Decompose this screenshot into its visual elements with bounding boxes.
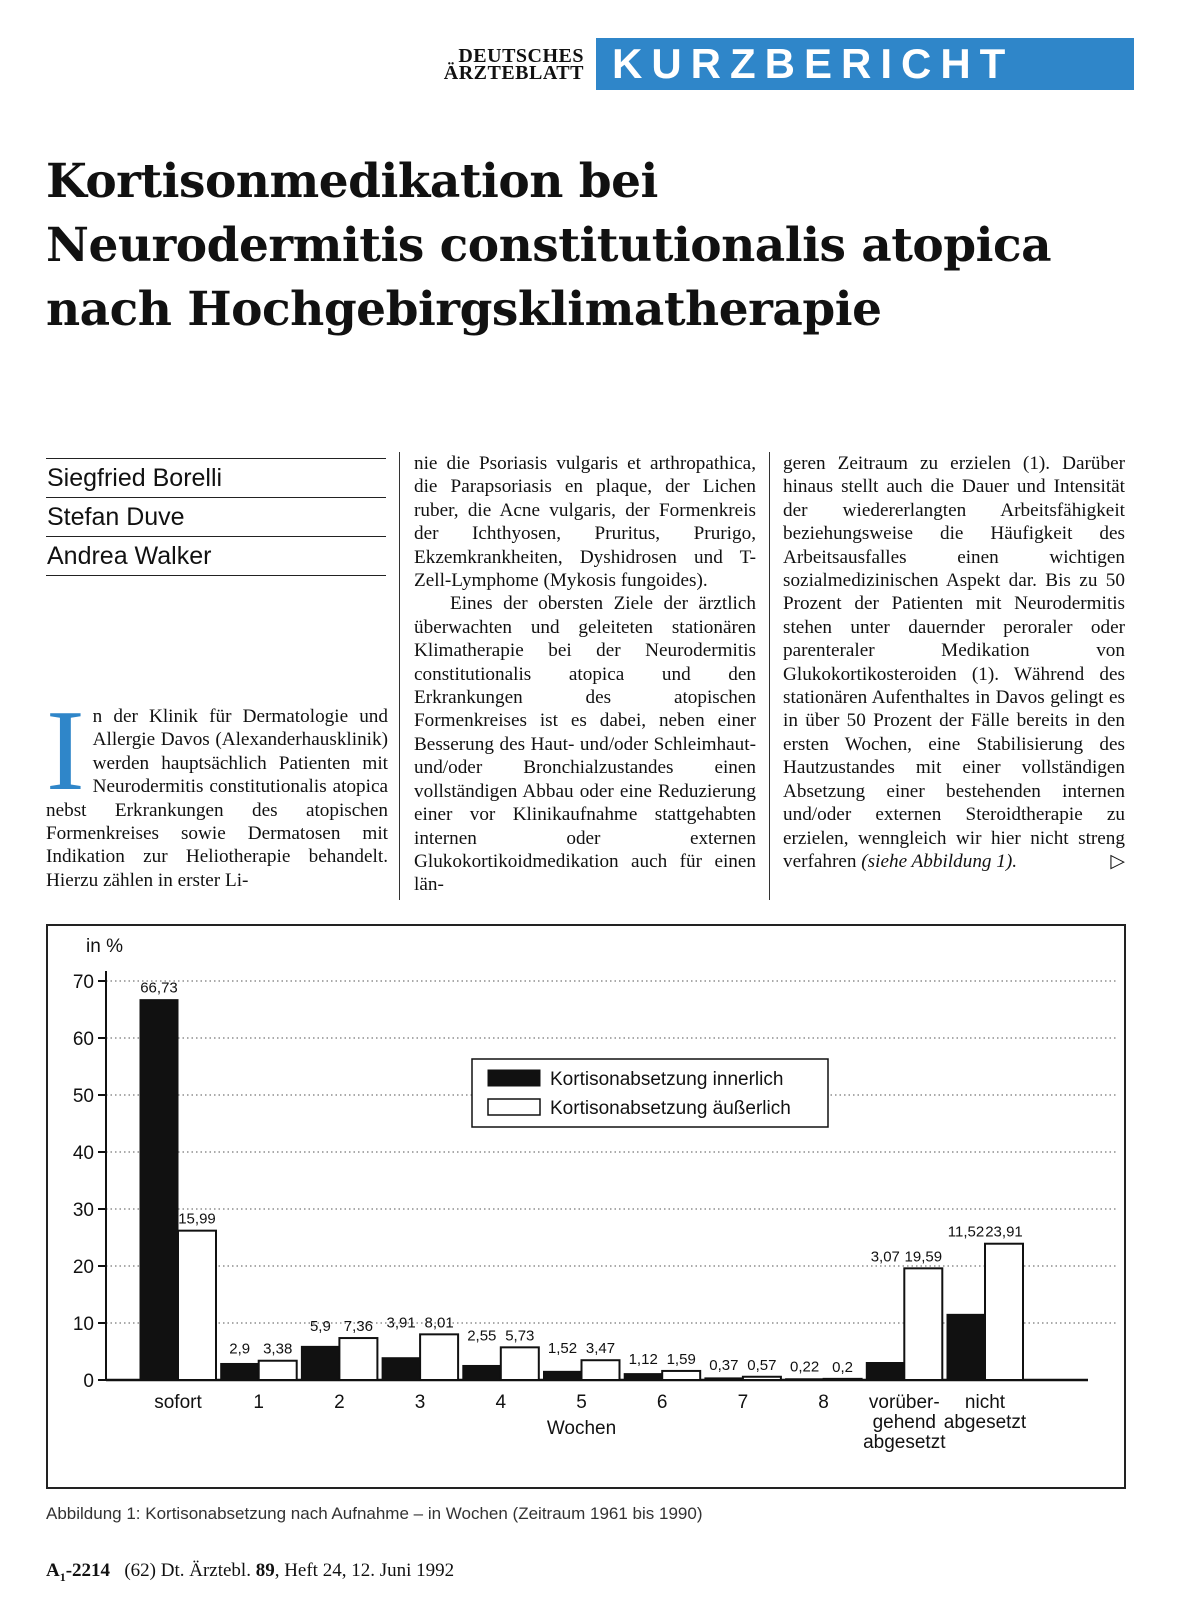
bar-ausserlich — [339, 1338, 377, 1380]
y-tick-label: 20 — [72, 1257, 94, 1278]
data-label-innerlich: 2,9 — [229, 1340, 251, 1358]
data-label-innerlich: 2,55 — [467, 1327, 497, 1345]
y-tick-label: 60 — [72, 1029, 94, 1050]
data-label-innerlich: 3,91 — [386, 1314, 416, 1332]
title-line-2: Neurodermitis constitutionalis atopica — [46, 218, 1052, 273]
paragraph — [46, 687, 388, 892]
x-tick-label-line: 8 — [818, 1392, 829, 1413]
body-column-3 — [783, 452, 1125, 873]
x-tick-label-line: nicht — [964, 1392, 1006, 1413]
data-label-ausserlich: 8,01 — [424, 1314, 454, 1332]
data-label-innerlich: 5,9 — [309, 1318, 331, 1336]
data-label-innerlich: 1,12 — [628, 1350, 658, 1368]
y-tick-label: 10 — [72, 1314, 94, 1335]
author: Stefan Duve — [46, 498, 386, 537]
x-tick-label-line: 4 — [495, 1392, 507, 1413]
paragraph-text: geren Zeitraum zu erzielen (1). Darüber hinaus stellt auch die Dauer und Intensität der wiedererlangten Arbeitsfähigkeit beziehungsweise die Häufigkeit des Arbeitsausfalles einen wichtigen sozialmedizinischen Aspekt dar. Bis zu 50 Prozent der Patienten mit Neurodermitis stehen unter dauernder peroraler oder parenteraler Medikation von Glukokortikosteroiden (1). Während des stationären Aufenthaltes in Davos gelingt es in über 50 Prozent der Fälle bereits in den ersten Wochen, eine Stabilisierung des Hautzustandes mit einer vollständigen Absetzung einer bestehenden internen und/oder externen Steroidtherapie zu erzielen, wenngleich wir hier nicht streng verfahren — [783, 453, 1125, 872]
x-tick-label — [818, 1392, 829, 1413]
x-tick-label-line: 7 — [737, 1392, 749, 1413]
x-tick-label-line: 2 — [334, 1392, 345, 1413]
title-line-1: Kortisonmedikation bei — [46, 154, 658, 209]
title-line-3: nach Hochgebirgsklimatherapie — [46, 282, 882, 337]
paragraph: nie die Psoriasis vulgaris et arthropathica, die Parapsoriasis en plaque, der Lichen ruber, die Acne vulgaris, der Formenkreis der Ichthyosen, Pruritus, Prurigo, Ekzemkrankheiten, Dyshidrosen und T-Zell-Lymphome (Mykosis fungoides). — [414, 453, 756, 592]
journal-logo — [414, 45, 584, 84]
bar-innerlich — [947, 1314, 985, 1380]
x-axis-label: Wochen — [546, 1418, 617, 1439]
x-tick-label-line: gehend — [872, 1412, 937, 1433]
data-label-innerlich: 66,73 — [140, 979, 178, 997]
y-tick-label: 0 — [83, 1371, 94, 1392]
column-divider — [399, 452, 400, 900]
bar-ausserlich — [904, 1268, 942, 1380]
bar-innerlich — [221, 1363, 259, 1380]
body-column-2 — [414, 452, 756, 897]
data-label-ausserlich: 7,36 — [343, 1318, 374, 1336]
legend-label-innerlich: Kortisonabsetzung innerlich — [550, 1069, 784, 1090]
bar-ausserlich — [259, 1361, 297, 1380]
issue-date: , Heft 24, 12. Juni 1992 — [274, 1560, 455, 1581]
x-tick-label — [576, 1392, 587, 1413]
bar-ausserlich — [662, 1371, 700, 1380]
x-tick-label-line: 1 — [253, 1392, 264, 1413]
bar-ausserlich — [178, 1231, 216, 1380]
figure — [46, 924, 1126, 1489]
x-tick-label — [415, 1392, 426, 1413]
bar-innerlich — [705, 1378, 743, 1380]
data-label-ausserlich: 3,47 — [585, 1340, 616, 1358]
author: Andrea Walker — [46, 537, 386, 576]
bar-ausserlich — [420, 1334, 458, 1380]
author-list — [46, 458, 386, 576]
data-label-innerlich: 3,07 — [870, 1248, 900, 1266]
legend-label-ausserlich: Kortisonabsetzung äußerlich — [550, 1098, 791, 1119]
y-tick-label: 70 — [72, 972, 94, 993]
data-label-ausserlich: 23,91 — [985, 1223, 1023, 1241]
bar-ausserlich — [743, 1377, 781, 1380]
y-tick-label: 40 — [72, 1143, 94, 1164]
bar-innerlich — [301, 1346, 339, 1380]
page-prefix: A — [46, 1560, 60, 1581]
legend-swatch-ausserlich — [488, 1099, 540, 1115]
paragraph-text: n der Klinik für Dermatologie und Allergie Davos (Alexanderhausklinik) werden hauptsächlich Patienten mit Neurodermitis constitutionalis atopica nebst Erkrankungen des atopischen Formenkreises sowie Dermatosen mit Indikation zur Heliotherapie behandelt. Hierzu zählen in erster Li- — [46, 706, 388, 891]
x-tick-label — [863, 1392, 946, 1453]
data-label-ausserlich: 19,59 — [904, 1248, 943, 1266]
bar-innerlich — [786, 1379, 824, 1380]
bar-ausserlich — [824, 1379, 862, 1380]
bar-innerlich — [544, 1371, 582, 1380]
paragraph: Eines der obersten Ziele der ärztlich überwachten und geleiteten stationären Klimatherapie bei der Neurodermitis constitutionalis atopica und den Erkrankungen des atopischen Formenkreises ist es dabei, neben einer Besserung des Haut- und/oder Schleimhaut- und/oder Bronchialzustandes einen vollständigen Abbau oder eine Reduzierung einer vor Klinikaufnahme stattgehabten internen oder externen Glukokortikoidmedikation auch für einen län- — [414, 593, 756, 896]
bar-chart — [48, 926, 1124, 1487]
journal-name-line1: DEUTSCHES — [458, 45, 584, 67]
x-tick-label — [334, 1392, 345, 1413]
page-sub: 1 — [59, 1569, 66, 1584]
article-title — [46, 150, 1146, 342]
x-tick-label — [253, 1392, 264, 1413]
data-label-innerlich: 0,37 — [709, 1356, 739, 1374]
y-axis-label: in % — [86, 936, 123, 957]
paragraph — [783, 452, 1125, 873]
bar-innerlich — [382, 1358, 420, 1380]
data-label-ausserlich: 5,73 — [505, 1327, 535, 1345]
section-tag: KURZBERICHT — [596, 38, 1134, 90]
journal-name-line2: ÄRZTEBLATT — [443, 62, 584, 84]
data-label-ausserlich: 1,59 — [666, 1350, 696, 1368]
data-label-innerlich: 0,22 — [789, 1358, 820, 1376]
x-tick-label-line: 6 — [656, 1392, 668, 1413]
figure-caption: Abbildung 1: Kortisonabsetzung nach Aufnahme – in Wochen (Zeitraum 1961 bis 1990) — [46, 1504, 703, 1523]
data-label-ausserlich: 3,38 — [263, 1340, 293, 1358]
bar-innerlich — [866, 1363, 904, 1380]
x-tick-label-line: 5 — [576, 1392, 587, 1413]
data-label-ausserlich: 0,2 — [832, 1358, 854, 1376]
bar-ausserlich — [582, 1360, 620, 1380]
y-tick-label: 30 — [72, 1200, 94, 1221]
x-tick-label — [154, 1392, 202, 1413]
data-label-innerlich: 11,52 — [947, 1223, 985, 1241]
x-tick-label-line: sofort — [154, 1392, 202, 1413]
drop-cap: I — [46, 687, 85, 815]
x-tick-label — [738, 1392, 749, 1413]
page-number: -2214 — [65, 1560, 111, 1581]
bar-innerlich — [140, 1000, 178, 1380]
data-label-ausserlich: 0,57 — [747, 1356, 777, 1374]
journal-volume: 89 — [255, 1560, 275, 1581]
data-label-innerlich: 1,52 — [547, 1340, 578, 1358]
journal-issue: (62) Dt. Ärztebl. — [124, 1560, 251, 1581]
x-tick-label-line: 3 — [414, 1392, 426, 1413]
bar-innerlich — [624, 1374, 662, 1380]
x-tick-label-line: vorüber- — [868, 1392, 940, 1413]
x-tick-label — [944, 1392, 1027, 1433]
y-tick-label: 50 — [72, 1086, 94, 1107]
body-column-1 — [46, 687, 388, 892]
x-tick-label-line: abgesetzt — [863, 1432, 946, 1453]
x-tick-label-line: abgesetzt — [943, 1412, 1027, 1433]
bar-ausserlich — [501, 1347, 539, 1380]
x-tick-label — [496, 1392, 507, 1413]
data-label-ausserlich: 15,99 — [178, 1210, 216, 1228]
legend-swatch-innerlich — [488, 1070, 540, 1086]
bar-ausserlich — [985, 1244, 1023, 1380]
page-footer — [46, 1560, 1146, 1585]
bar-innerlich — [463, 1365, 501, 1380]
column-divider — [769, 452, 770, 900]
continue-arrow-icon: ▷ — [1110, 849, 1125, 872]
author: Siegfried Borelli — [46, 459, 386, 498]
figure-reference: (siehe Abbildung 1). — [861, 850, 1018, 872]
masthead — [414, 38, 1134, 90]
x-tick-label — [657, 1392, 668, 1413]
